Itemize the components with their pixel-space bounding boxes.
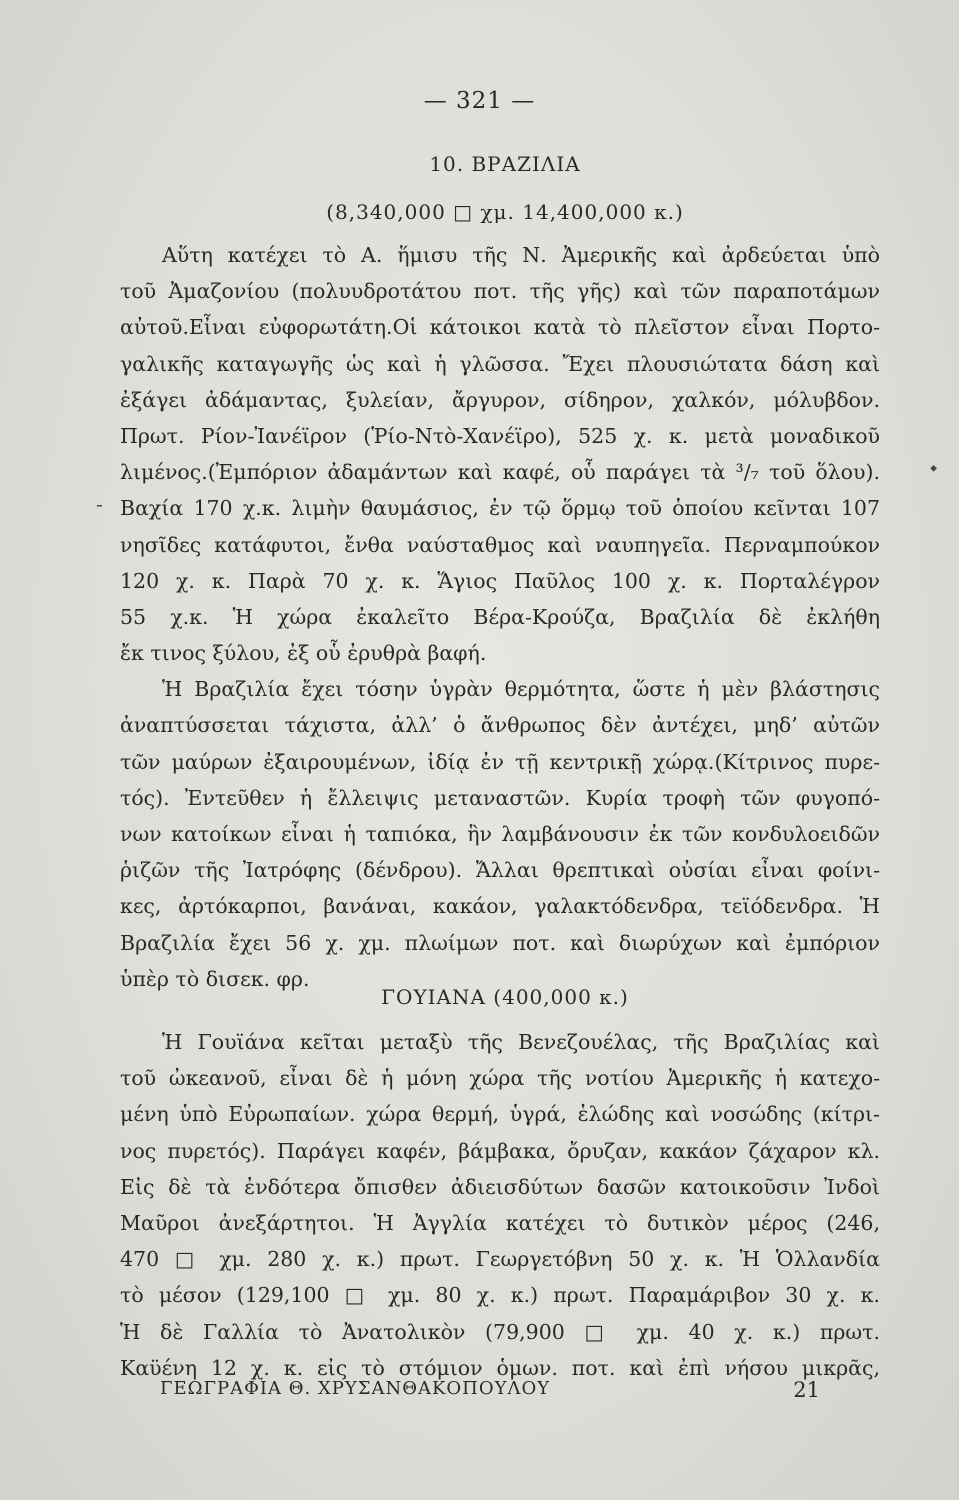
text-line: ὑπὲρ τὸ δισεκ. φρ. bbox=[120, 966, 310, 991]
text-line: 470 □ χμ. 280 χ. κ.) πρωτ. Γεωργετόβνη 50 χ. κ. Ἡ Ὁλλανδία bbox=[120, 1247, 880, 1272]
text-line: λιμένος.(Ἐμπόριον ἀδαμάντων καὶ καφέ, οὗ παράγει τὰ ³/₇ τοῦ ὅλου). bbox=[120, 460, 880, 485]
text-line: μένη ὑπὸ Εὐρωπαίων. χώρα θερμή, ὑγρά, ἑλώδης καὶ νοσώδης (κίτρι- bbox=[120, 1102, 880, 1127]
margin-ink-mark: ⬩ bbox=[930, 455, 938, 479]
text-line: Εἰς δὲ τὰ ἐνδότερα ὄπισθεν ἀδιεισδύτων δασῶν κατοικοῦσιν Ἰνδοὶ bbox=[120, 1174, 880, 1199]
text-line: Μαῦροι ἀνεξάρτητοι. Ἡ Ἀγγλία κατέχει τὸ δυτικὸν μέρος (246, bbox=[120, 1210, 880, 1235]
text-line: Ἡ Γουϊάνα κεῖται μεταξὺ τῆς Βενεζουέλας, τῆς Βραζιλίας καὶ bbox=[162, 1030, 880, 1054]
text-line: Πρωτ. Ρίον-Ἰανέϊρον (Ῥίο-Ντὸ-Χανέϊρο), 525 χ. κ. μετὰ μοναδικοῦ bbox=[120, 423, 880, 448]
text-line: νησῖδες κατάφυτοι, ἔνθα ναύσταθμος καὶ ναυπηγεῖα. Περναμπούκον bbox=[120, 532, 880, 557]
text-line: τοῦ ὠκεανοῦ, εἶναι δὲ ἡ μόνη χώρα τῆς νοτίου Ἀμερικῆς ἡ κατεχο- bbox=[120, 1066, 880, 1091]
text-line: κες, ἀρτόκαρποι, βανάναι, κακάον, γαλακτόδενδρα, τεϊόδενδρα. Ἡ bbox=[120, 894, 880, 919]
text-line: Ἡ Βραζιλία ἔχει τόσην ὑγρὰν θερμότητα, ὥστε ἡ μὲν βλάστησις bbox=[162, 677, 880, 702]
text-line: 55 χ.κ. Ἡ χώρα ἐκαλεῖτο Βέρα-Κρούζα, Βραζιλία δὲ ἐκλήθη bbox=[120, 604, 880, 629]
text-line: ἀναπτύσσεται τάχιστα, ἀλλ’ ὁ ἄνθρωπος δὲν ἀντέχει, μηδ’ αὐτῶν bbox=[120, 713, 880, 738]
text-line: Βαχία 170 χ.κ. λιμὴν θαυμάσιος, ἐν τῷ ὅρμῳ τοῦ ὁποίου κεῖνται 107 bbox=[120, 496, 880, 521]
text-line: τῶν μαύρων ἐξαιρουμένων, ἰδίᾳ ἐν τῇ κεντρικῇ χώρᾳ.(Κίτρινος πυρε- bbox=[120, 749, 880, 774]
text-line: γαλικῆς καταγωγῆς ὡς καὶ ἡ γλῶσσα. Ἔχει πλουσιώτατα δάση καὶ bbox=[120, 351, 880, 376]
text-line: νων κατοίκων εἶναι ἡ ταπιόκα, ἣν λαμβάνουσιν ἐκ τῶν κονδυλοειδῶν bbox=[120, 822, 880, 846]
section-brazil-body bbox=[120, 237, 880, 997]
margin-dash-mark: - bbox=[96, 492, 103, 516]
text-line: ἐξάγει ἀδάμαντας, ξυλείαν, ἄργυρον, σίδηρον, χαλκόν, μόλυβδον. bbox=[120, 387, 880, 412]
text-line: 120 χ. κ. Παρὰ 70 χ. κ. Ἅγιος Παῦλος 100 χ. κ. Πορταλέγρον bbox=[120, 568, 880, 593]
text-line: Αὕτη κατέχει τὸ Α. ἥμισυ τῆς Ν. Ἀμερικῆς καὶ ἀρδεύεται ὑπὸ bbox=[162, 243, 880, 267]
signature-number: 21 bbox=[793, 1378, 820, 1402]
text-line: Καϋένη 12 χ. κ. εἰς τὸ στόμιον ὁμων. ποτ. καὶ ἐπὶ νήσου μικρᾶς, bbox=[120, 1355, 880, 1380]
chapter-title: 10. ΒΡΑΖΙΛΙΑ bbox=[429, 152, 581, 176]
text-line: νος πυρετός). Παράγει καφέν, βάμβακα, ὄρυζαν, κακάον ζάχαρον κλ. bbox=[120, 1138, 880, 1163]
text-line: ἔκ τινος ξύλου, ἐξ οὗ ἐρυθρὰ βαφή. bbox=[120, 641, 487, 666]
printer-signature: ΓΕΩΓΡΑΦΙΑ Θ. ΧΡΥΣΑΝΘΑΚΟΠΟΥΛΟΥ bbox=[160, 1378, 551, 1399]
text-line: Ἡ δὲ Γαλλία τὸ Ἀνατολικὸν (79,900 □ χμ. 40 χ. κ.) πρωτ. bbox=[120, 1319, 880, 1344]
text-line: ῥιζῶν τῆς Ἰατρόφης (δένδρου). Ἄλλαι θρεπτικαὶ οὐσίαι εἶναι φοίνι- bbox=[120, 858, 880, 883]
text-line: Βραζιλία ἔχει 56 χ. χμ. πλωίμων ποτ. καὶ διωρύχων καὶ ἐμπόριον bbox=[120, 930, 880, 955]
text-line: τὸ μέσον (129,100 □ χμ. 80 χ. κ.) πρωτ. Παραμάριβον 30 χ. κ. bbox=[120, 1283, 880, 1308]
page-number: — 321 — bbox=[423, 88, 536, 114]
chapter-stats: (8,340,000 □ χμ. 14,400,000 κ.) bbox=[326, 200, 684, 224]
text-line: αὐτοῦ.Εἶναι εὐφορωτάτη.Οἱ κάτοικοι κατὰ τὸ πλεῖστον εἶναι Πορτο- bbox=[120, 315, 880, 340]
guiana-heading: ΓΟΥΙΑΝΑ (400,000 κ.) bbox=[381, 985, 629, 1009]
text-line: τός). Ἐντεῦθεν ἡ ἔλλειψις μεταναστῶν. Κυρία τροφὴ τῶν φυγοπό- bbox=[120, 785, 880, 810]
page-footer bbox=[160, 1378, 820, 1408]
text-line: τοῦ Ἀμαζονίου (πολυυδροτάτου ποτ. τῆς γῆς) καὶ τῶν παραποτάμων bbox=[120, 279, 880, 304]
section-guiana-body bbox=[120, 1024, 880, 1386]
